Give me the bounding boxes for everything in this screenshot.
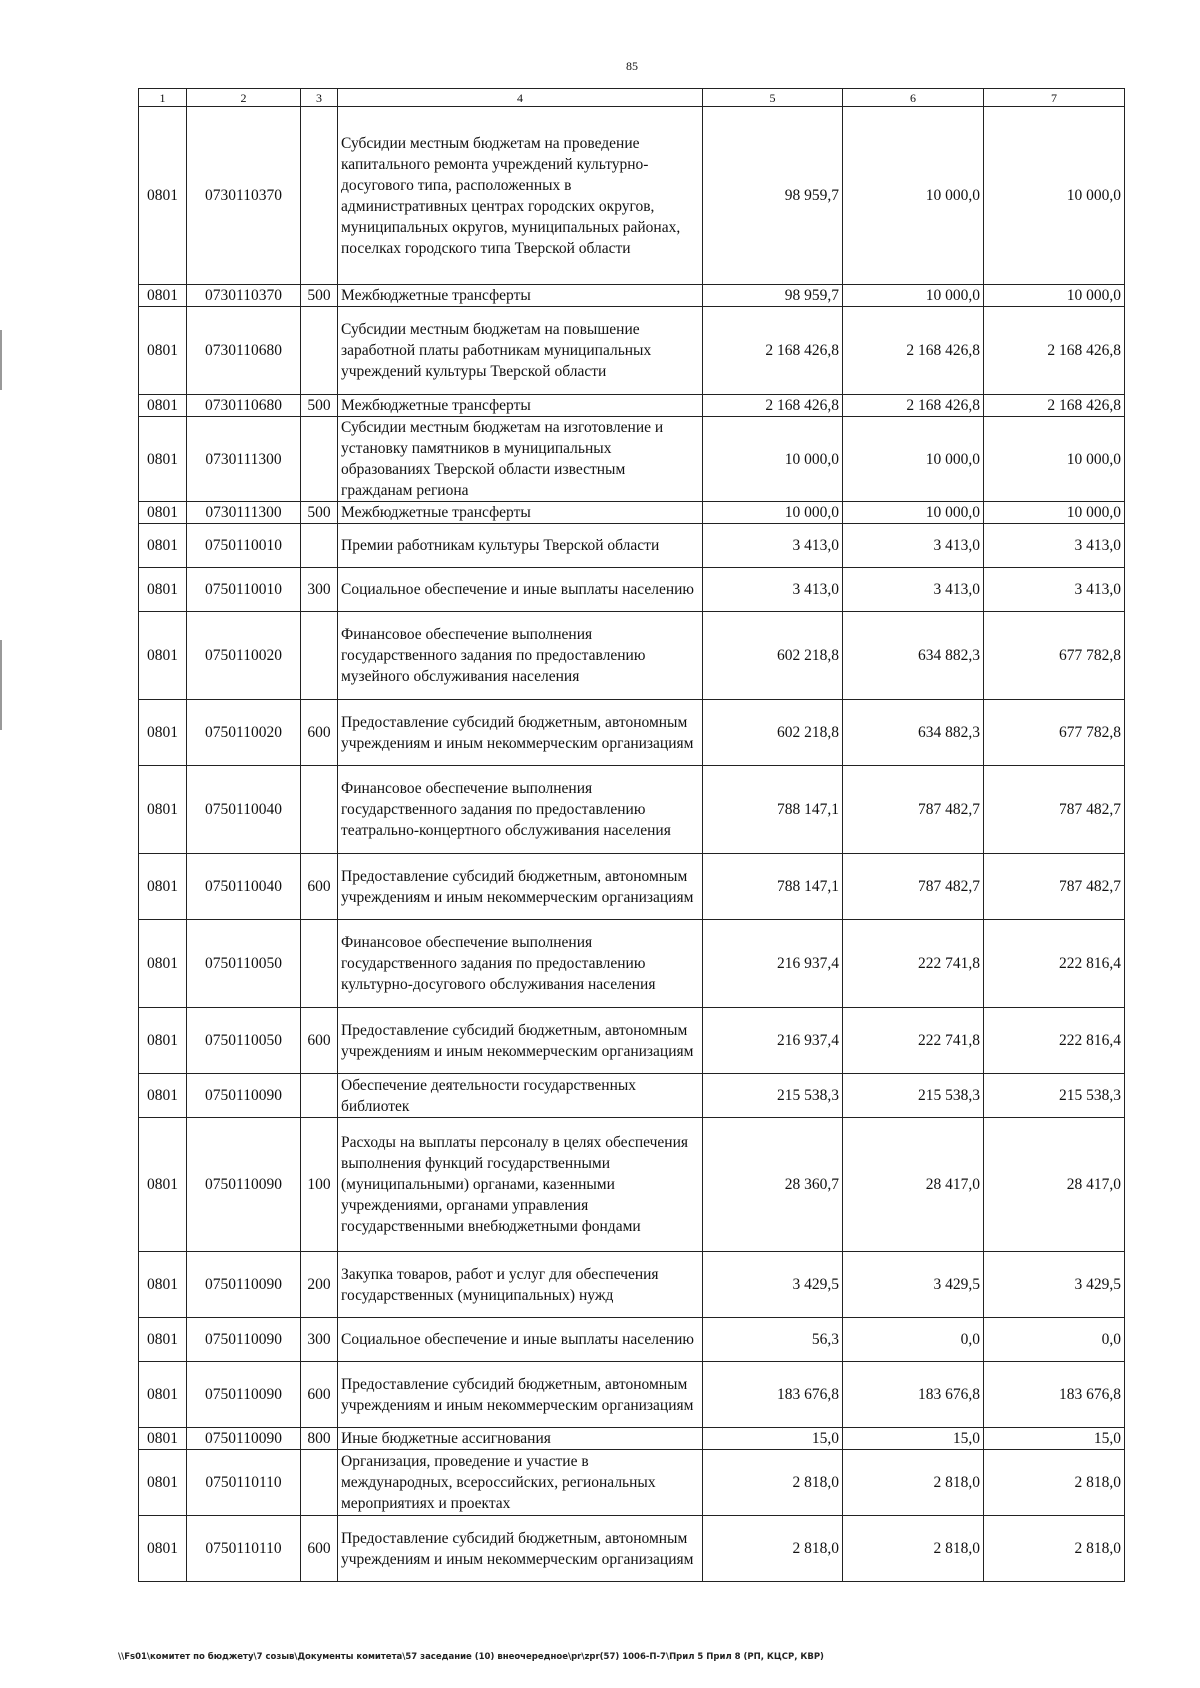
section-code-cell: 0801 xyxy=(139,700,187,766)
section-code-cell: 0801 xyxy=(139,395,187,417)
table-row xyxy=(139,307,1125,395)
expense-type-cell: 500 xyxy=(301,502,338,524)
amount-col5-cell: 10 000,0 xyxy=(703,502,843,524)
item-name-cell: Закупка товаров, работ и услуг для обеспечения государственных (муниципальных) нужд xyxy=(338,1252,703,1318)
table-row xyxy=(139,107,1125,285)
column-header: 1 xyxy=(139,89,187,107)
column-header: 7 xyxy=(984,89,1125,107)
amount-col5-cell: 15,0 xyxy=(703,1428,843,1450)
section-code-cell: 0801 xyxy=(139,854,187,920)
target-code-cell: 0750110010 xyxy=(187,568,301,612)
item-name-cell: Финансовое обеспечение выполнения государственного задания по предоставлению культурно-досугового обслуживания населения xyxy=(338,920,703,1008)
amount-col7-cell: 215 538,3 xyxy=(984,1074,1125,1118)
amount-col6-cell: 10 000,0 xyxy=(843,502,984,524)
amount-col5-cell: 183 676,8 xyxy=(703,1362,843,1428)
budget-table xyxy=(138,88,1125,1582)
target-code-cell: 0730110370 xyxy=(187,285,301,307)
expense-type-cell: 100 xyxy=(301,1118,338,1252)
target-code-cell: 0730110680 xyxy=(187,395,301,417)
section-code-cell: 0801 xyxy=(139,568,187,612)
amount-col5-cell: 10 000,0 xyxy=(703,417,843,502)
item-name-cell: Расходы на выплаты персоналу в целях обеспечения выполнения функций государственными (муниципальными) органами, казенными учреждениями, органами управления государственными внебюджетными фондами xyxy=(338,1118,703,1252)
table-row xyxy=(139,502,1125,524)
amount-col6-cell: 215 538,3 xyxy=(843,1074,984,1118)
table-row xyxy=(139,766,1125,854)
item-name-cell: Обеспечение деятельности государственных библиотек xyxy=(338,1074,703,1118)
amount-col6-cell: 0,0 xyxy=(843,1318,984,1362)
item-name-cell: Субсидии местным бюджетам на проведение капитального ремонта учреждений культурно-досугового типа, расположенных в административных центрах городских округов, муниципальных округов, муниципальных районах, поселках городского типа Тверской области xyxy=(338,107,703,285)
item-name-cell: Премии работникам культуры Тверской области xyxy=(338,524,703,568)
amount-col7-cell: 10 000,0 xyxy=(984,417,1125,502)
section-code-cell: 0801 xyxy=(139,766,187,854)
expense-type-cell xyxy=(301,307,338,395)
item-name-cell: Предоставление субсидий бюджетным, автономным учреждениям и иным некоммерческим организациям xyxy=(338,700,703,766)
amount-col5-cell: 215 538,3 xyxy=(703,1074,843,1118)
table-row xyxy=(139,920,1125,1008)
table-row xyxy=(139,417,1125,502)
amount-col5-cell: 216 937,4 xyxy=(703,1008,843,1074)
table-row xyxy=(139,285,1125,307)
table-row xyxy=(139,1428,1125,1450)
amount-col6-cell: 10 000,0 xyxy=(843,285,984,307)
column-header: 3 xyxy=(301,89,338,107)
expense-type-cell: 600 xyxy=(301,1516,338,1582)
table-row xyxy=(139,1008,1125,1074)
section-code-cell: 0801 xyxy=(139,107,187,285)
section-code-cell: 0801 xyxy=(139,502,187,524)
section-code-cell: 0801 xyxy=(139,285,187,307)
expense-type-cell: 300 xyxy=(301,1318,338,1362)
expense-type-cell xyxy=(301,1074,338,1118)
amount-col5-cell: 788 147,1 xyxy=(703,766,843,854)
target-code-cell: 0730110370 xyxy=(187,107,301,285)
item-name-cell: Иные бюджетные ассигнования xyxy=(338,1428,703,1450)
item-name-cell: Межбюджетные трансферты xyxy=(338,285,703,307)
amount-col5-cell: 2 818,0 xyxy=(703,1450,843,1516)
expense-type-cell xyxy=(301,524,338,568)
target-code-cell: 0730111300 xyxy=(187,502,301,524)
target-code-cell: 0750110090 xyxy=(187,1118,301,1252)
target-code-cell: 0750110090 xyxy=(187,1428,301,1450)
expense-type-cell: 500 xyxy=(301,395,338,417)
column-header: 5 xyxy=(703,89,843,107)
expense-type-cell: 200 xyxy=(301,1252,338,1318)
amount-col6-cell: 222 741,8 xyxy=(843,1008,984,1074)
table-row xyxy=(139,1362,1125,1428)
amount-col7-cell: 10 000,0 xyxy=(984,285,1125,307)
amount-col7-cell: 2 818,0 xyxy=(984,1450,1125,1516)
section-code-cell: 0801 xyxy=(139,612,187,700)
amount-col6-cell: 634 882,3 xyxy=(843,700,984,766)
section-code-cell: 0801 xyxy=(139,1428,187,1450)
amount-col5-cell: 98 959,7 xyxy=(703,285,843,307)
target-code-cell: 0750110090 xyxy=(187,1318,301,1362)
section-code-cell: 0801 xyxy=(139,1516,187,1582)
target-code-cell: 0730110680 xyxy=(187,307,301,395)
item-name-cell: Субсидии местным бюджетам на повышение заработной платы работникам муниципальных учреждений культуры Тверской области xyxy=(338,307,703,395)
expense-type-cell xyxy=(301,107,338,285)
expense-type-cell: 800 xyxy=(301,1428,338,1450)
item-name-cell: Финансовое обеспечение выполнения государственного задания по предоставлению музейного обслуживания населения xyxy=(338,612,703,700)
target-code-cell: 0750110090 xyxy=(187,1362,301,1428)
amount-col7-cell: 677 782,8 xyxy=(984,612,1125,700)
file-path-footer: \\Fs01\комитет по бюджету\7 созыв\Документы комитета\57 заседание (10) внеочередное\pr\zpr(57) 1006-П-7\Прил 5 Прил 8 (РП, КЦСР, КВР) xyxy=(118,1652,824,1662)
amount-col5-cell: 28 360,7 xyxy=(703,1118,843,1252)
expense-type-cell: 300 xyxy=(301,568,338,612)
amount-col7-cell: 183 676,8 xyxy=(984,1362,1125,1428)
item-name-cell: Предоставление субсидий бюджетным, автономным учреждениям и иным некоммерческим организациям xyxy=(338,1362,703,1428)
table-row xyxy=(139,395,1125,417)
target-code-cell: 0750110050 xyxy=(187,1008,301,1074)
amount-col7-cell: 222 816,4 xyxy=(984,920,1125,1008)
target-code-cell: 0750110020 xyxy=(187,700,301,766)
table-row xyxy=(139,612,1125,700)
amount-col6-cell: 3 429,5 xyxy=(843,1252,984,1318)
amount-col6-cell: 2 168 426,8 xyxy=(843,395,984,417)
amount-col7-cell: 3 429,5 xyxy=(984,1252,1125,1318)
amount-col7-cell: 787 482,7 xyxy=(984,854,1125,920)
table-row xyxy=(139,524,1125,568)
target-code-cell: 0750110090 xyxy=(187,1074,301,1118)
table-row xyxy=(139,1074,1125,1118)
expense-type-cell xyxy=(301,920,338,1008)
amount-col6-cell: 2 168 426,8 xyxy=(843,307,984,395)
amount-col5-cell: 2 818,0 xyxy=(703,1516,843,1582)
amount-col5-cell: 602 218,8 xyxy=(703,700,843,766)
amount-col7-cell: 2 168 426,8 xyxy=(984,307,1125,395)
expense-type-cell: 600 xyxy=(301,854,338,920)
item-name-cell: Субсидии местным бюджетам на изготовление и установку памятников в муниципальных образованиях Тверской области известным гражданам региона xyxy=(338,417,703,502)
amount-col7-cell: 3 413,0 xyxy=(984,568,1125,612)
amount-col6-cell: 787 482,7 xyxy=(843,766,984,854)
amount-col7-cell: 787 482,7 xyxy=(984,766,1125,854)
column-header: 4 xyxy=(338,89,703,107)
item-name-cell: Межбюджетные трансферты xyxy=(338,502,703,524)
item-name-cell: Предоставление субсидий бюджетным, автономным учреждениям и иным некоммерческим организациям xyxy=(338,854,703,920)
amount-col7-cell: 0,0 xyxy=(984,1318,1125,1362)
amount-col6-cell: 3 413,0 xyxy=(843,568,984,612)
item-name-cell: Социальное обеспечение и иные выплаты населению xyxy=(338,1318,703,1362)
amount-col6-cell: 15,0 xyxy=(843,1428,984,1450)
amount-col5-cell: 216 937,4 xyxy=(703,920,843,1008)
amount-col5-cell: 3 413,0 xyxy=(703,524,843,568)
section-code-cell: 0801 xyxy=(139,920,187,1008)
amount-col6-cell: 28 417,0 xyxy=(843,1118,984,1252)
section-code-cell: 0801 xyxy=(139,1074,187,1118)
section-code-cell: 0801 xyxy=(139,1318,187,1362)
scan-edge-mark xyxy=(0,330,2,390)
expense-type-cell xyxy=(301,612,338,700)
amount-col7-cell: 2 818,0 xyxy=(984,1516,1125,1582)
amount-col5-cell: 3 429,5 xyxy=(703,1252,843,1318)
table-row xyxy=(139,1516,1125,1582)
item-name-cell: Предоставление субсидий бюджетным, автономным учреждениям и иным некоммерческим организациям xyxy=(338,1008,703,1074)
expense-type-cell: 600 xyxy=(301,1362,338,1428)
amount-col5-cell: 56,3 xyxy=(703,1318,843,1362)
column-header: 2 xyxy=(187,89,301,107)
section-code-cell: 0801 xyxy=(139,1118,187,1252)
target-code-cell: 0750110090 xyxy=(187,1252,301,1318)
amount-col5-cell: 788 147,1 xyxy=(703,854,843,920)
section-code-cell: 0801 xyxy=(139,1362,187,1428)
amount-col7-cell: 15,0 xyxy=(984,1428,1125,1450)
expense-type-cell xyxy=(301,766,338,854)
section-code-cell: 0801 xyxy=(139,524,187,568)
amount-col7-cell: 677 782,8 xyxy=(984,700,1125,766)
table-body xyxy=(139,107,1125,1582)
amount-col6-cell: 634 882,3 xyxy=(843,612,984,700)
expense-type-cell xyxy=(301,417,338,502)
amount-col7-cell: 2 168 426,8 xyxy=(984,395,1125,417)
target-code-cell: 0750110050 xyxy=(187,920,301,1008)
target-code-cell: 0750110020 xyxy=(187,612,301,700)
table-row xyxy=(139,1118,1125,1252)
item-name-cell: Организация, проведение и участие в международных, всероссийских, региональных мероприятиях и проектах xyxy=(338,1450,703,1516)
column-header: 6 xyxy=(843,89,984,107)
target-code-cell: 0750110040 xyxy=(187,854,301,920)
table-row xyxy=(139,700,1125,766)
amount-col7-cell: 28 417,0 xyxy=(984,1118,1125,1252)
section-code-cell: 0801 xyxy=(139,307,187,395)
table-row xyxy=(139,1450,1125,1516)
amount-col7-cell: 222 816,4 xyxy=(984,1008,1125,1074)
scan-edge-mark xyxy=(0,640,2,730)
amount-col7-cell: 10 000,0 xyxy=(984,107,1125,285)
amount-col6-cell: 222 741,8 xyxy=(843,920,984,1008)
target-code-cell: 0730111300 xyxy=(187,417,301,502)
amount-col5-cell: 2 168 426,8 xyxy=(703,395,843,417)
table-row xyxy=(139,568,1125,612)
target-code-cell: 0750110110 xyxy=(187,1450,301,1516)
table-row xyxy=(139,1318,1125,1362)
amount-col5-cell: 602 218,8 xyxy=(703,612,843,700)
table-row xyxy=(139,854,1125,920)
expense-type-cell: 600 xyxy=(301,1008,338,1074)
item-name-cell: Межбюджетные трансферты xyxy=(338,395,703,417)
header-row xyxy=(139,89,1125,107)
target-code-cell: 0750110010 xyxy=(187,524,301,568)
section-code-cell: 0801 xyxy=(139,1008,187,1074)
amount-col5-cell: 3 413,0 xyxy=(703,568,843,612)
section-code-cell: 0801 xyxy=(139,417,187,502)
amount-col6-cell: 3 413,0 xyxy=(843,524,984,568)
amount-col7-cell: 10 000,0 xyxy=(984,502,1125,524)
expense-type-cell xyxy=(301,1450,338,1516)
amount-col6-cell: 2 818,0 xyxy=(843,1450,984,1516)
item-name-cell: Предоставление субсидий бюджетным, автономным учреждениям и иным некоммерческим организациям xyxy=(338,1516,703,1582)
section-code-cell: 0801 xyxy=(139,1450,187,1516)
table-row xyxy=(139,1252,1125,1318)
amount-col7-cell: 3 413,0 xyxy=(984,524,1125,568)
amount-col6-cell: 787 482,7 xyxy=(843,854,984,920)
item-name-cell: Финансовое обеспечение выполнения государственного задания по предоставлению театрально-концертного обслуживания населения xyxy=(338,766,703,854)
target-code-cell: 0750110040 xyxy=(187,766,301,854)
expense-type-cell: 500 xyxy=(301,285,338,307)
amount-col5-cell: 2 168 426,8 xyxy=(703,307,843,395)
item-name-cell: Социальное обеспечение и иные выплаты населению xyxy=(338,568,703,612)
amount-col6-cell: 10 000,0 xyxy=(843,417,984,502)
amount-col6-cell: 2 818,0 xyxy=(843,1516,984,1582)
amount-col5-cell: 98 959,7 xyxy=(703,107,843,285)
amount-col6-cell: 183 676,8 xyxy=(843,1362,984,1428)
expense-type-cell: 600 xyxy=(301,700,338,766)
amount-col6-cell: 10 000,0 xyxy=(843,107,984,285)
target-code-cell: 0750110110 xyxy=(187,1516,301,1582)
page-number: 85 xyxy=(626,59,638,73)
section-code-cell: 0801 xyxy=(139,1252,187,1318)
